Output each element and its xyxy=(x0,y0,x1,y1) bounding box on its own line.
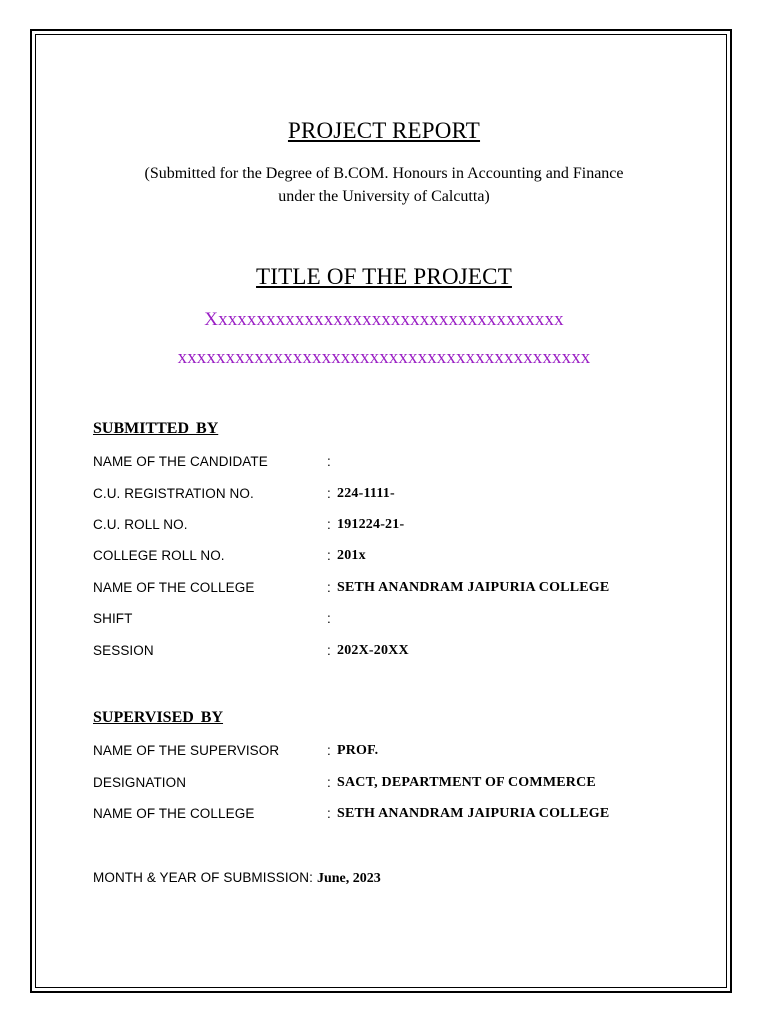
row-value: SACT, DEPARTMENT OF COMMERCE xyxy=(337,775,596,790)
row-label: COLLEGE ROLL NO. xyxy=(93,548,225,563)
row-colon: : xyxy=(327,775,331,790)
row-label: SHIFT xyxy=(93,611,133,626)
submission-date-row xyxy=(93,869,381,887)
row-value: 202X-20XX xyxy=(337,643,409,658)
supervised-by-heading: SUPERVISED BY xyxy=(93,709,224,726)
row-label: C.U. REGISTRATION NO. xyxy=(93,486,254,501)
row-value: PROF. xyxy=(337,743,379,758)
row-colon: : xyxy=(327,454,331,469)
row-colon: : xyxy=(327,806,331,821)
row-label: NAME OF THE CANDIDATE xyxy=(93,454,268,469)
row-label: C.U. ROLL NO. xyxy=(93,517,188,532)
report-heading: PROJECT REPORT xyxy=(287,118,481,143)
project-title-line-1: Xxxxxxxxxxxxxxxxxxxxxxxxxxxxxxxxxxxxx xyxy=(204,309,564,330)
row-colon: : xyxy=(327,643,331,658)
row-label: DESIGNATION xyxy=(93,775,187,790)
row-label: NAME OF THE COLLEGE xyxy=(93,806,255,821)
project-title-heading: TITLE OF THE PROJECT xyxy=(256,264,512,289)
row-colon: : xyxy=(327,580,331,595)
row-colon: : xyxy=(327,486,331,501)
submission-date-label: MONTH & YEAR OF SUBMISSION: xyxy=(93,870,313,885)
subtitle-line-1: (Submitted for the Degree of B.COM. Honours in Accounting and Finance xyxy=(144,165,624,182)
row-label: NAME OF THE COLLEGE xyxy=(93,580,255,595)
project-title-line-2: xxxxxxxxxxxxxxxxxxxxxxxxxxxxxxxxxxxxxxxxxxx xyxy=(177,347,591,368)
row-colon: : xyxy=(327,611,331,626)
row-label: NAME OF THE SUPERVISOR xyxy=(93,743,280,758)
row-value: SETH ANANDRAM JAIPURIA COLLEGE xyxy=(337,580,610,595)
submitted-by-heading: SUBMITTED BY xyxy=(93,420,219,437)
row-colon: : xyxy=(327,743,331,758)
submission-date-value: June, 2023 xyxy=(316,871,381,886)
row-colon: : xyxy=(327,548,331,563)
row-value: SETH ANANDRAM JAIPURIA COLLEGE xyxy=(337,806,610,821)
row-value: 191224-21- xyxy=(337,517,405,532)
row-label: SESSION xyxy=(93,643,154,658)
report-subtitle xyxy=(0,162,768,208)
subtitle-line-2: under the University of Calcutta) xyxy=(278,188,490,205)
row-value: 201x xyxy=(337,548,366,563)
row-value: 224-1111- xyxy=(337,486,395,501)
row-colon: : xyxy=(327,517,331,532)
